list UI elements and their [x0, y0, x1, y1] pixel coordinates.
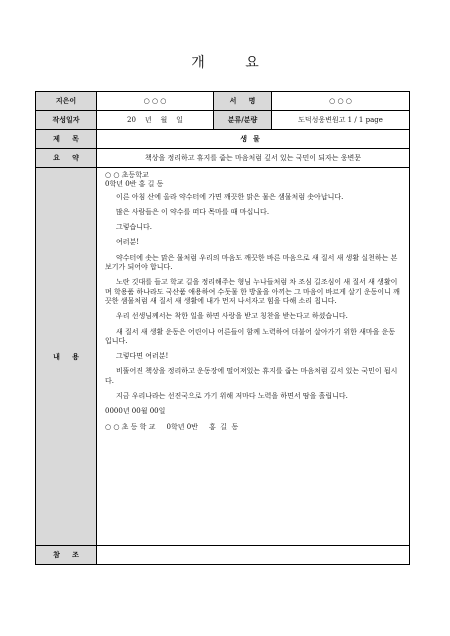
summary-label: 요 약: [36, 149, 97, 168]
content-paragraph: 그렇다면 여러분!: [116, 352, 169, 361]
category-label: 분류/분량: [214, 111, 272, 130]
content-paragraph: 지금 우리나라는 선진국으로 가기 위해 저마다 노력을 하면서 땀을 흘립니다.: [116, 392, 348, 401]
content-row: [36, 168, 410, 546]
signature-label: 서 명: [214, 92, 272, 111]
content-paragraph: 노란 깃대를 들고 학교 길을 정리해주는 형님 누나들처럼 차 조심 길조심이 새 질서 새 생활이며 학용품 하나라도 국산품 애용하여 수돗물 한 방울을 아끼는 그 마음이 바르게 살기 운동이니 깨끗한 샘물처럼 새 질서 새 생활에 내가 먼저 나서자고 힘을 다해 소리 칩니다.: [105, 278, 400, 305]
author-value: ○ ○ ○: [97, 92, 214, 111]
signature-value: ○ ○ ○: [272, 92, 410, 111]
content-paragraph: 많은 사람들은 이 약수를 떠다 목마를 때 마십니다.: [116, 207, 270, 216]
content-signature-line: ○ ○ 초 등 학 교 0학년 0반 홍 길 동: [105, 422, 239, 431]
reference-value: [97, 546, 410, 565]
reference-row: [36, 546, 410, 565]
summary-value: 책상을 정리하고 휴지를 줍는 마음처럼 깊서 있는 국민이 되자는 웅변문: [97, 149, 410, 168]
summary-form-table: [35, 91, 410, 565]
date-label: 작성일자: [36, 111, 97, 130]
content-label: 내 용: [36, 168, 97, 546]
date-row: [36, 111, 410, 130]
content-paragraph: 약수터에 솟는 맑은 물처럼 우리의 마음도 깨끗한 바른 마음으로 새 질서 새 생활 실천하는 본보기가 되어야 합니다.: [105, 253, 398, 272]
content-paragraph: 이른 아침 산에 올라 약수터에 가면 깨끗한 맑은 물은 샘물처럼 솟아납니다.: [116, 192, 344, 201]
date-value: 20 년 월 일: [97, 111, 214, 130]
content-body: [97, 168, 410, 546]
author-row: [36, 92, 410, 111]
summary-row: [36, 149, 410, 168]
title-label: 제 목: [36, 130, 97, 149]
content-student: 0학년 0반 홍 길 동: [105, 180, 164, 189]
author-label: 지은이: [36, 92, 97, 111]
content-paragraph: 그렇습니다.: [116, 223, 153, 232]
content-paragraph: 우리 선생님께서는 착한 일을 하면 사랑을 받고 칭찬을 받는다고 하셨습니다.: [116, 312, 348, 321]
content-paragraph: 여러분!: [116, 238, 140, 247]
content-school: ○ ○ 초등학교: [105, 171, 149, 179]
reference-label: 참 조: [36, 546, 97, 565]
title-value: 생물: [97, 130, 410, 149]
content-paragraph: 새 질서 새 생활 운동은 어린이나 어른들이 함께 노력하여 더불어 살아가기 위한 새마을 운동입니다.: [105, 327, 396, 345]
title-row: [36, 130, 410, 149]
page-title: 개 요: [191, 55, 277, 71]
content-paragraph: 비뚤어진 책상을 정리하고 운동장에 떨어져있는 휴지를 줍는 마음처럼 깊서 있는 국민이 됩시다.: [105, 367, 398, 385]
category-value: 도덕성웅변원고 1 / 1 page: [272, 111, 410, 130]
content-date: 0000년 00월 00일: [105, 407, 166, 416]
